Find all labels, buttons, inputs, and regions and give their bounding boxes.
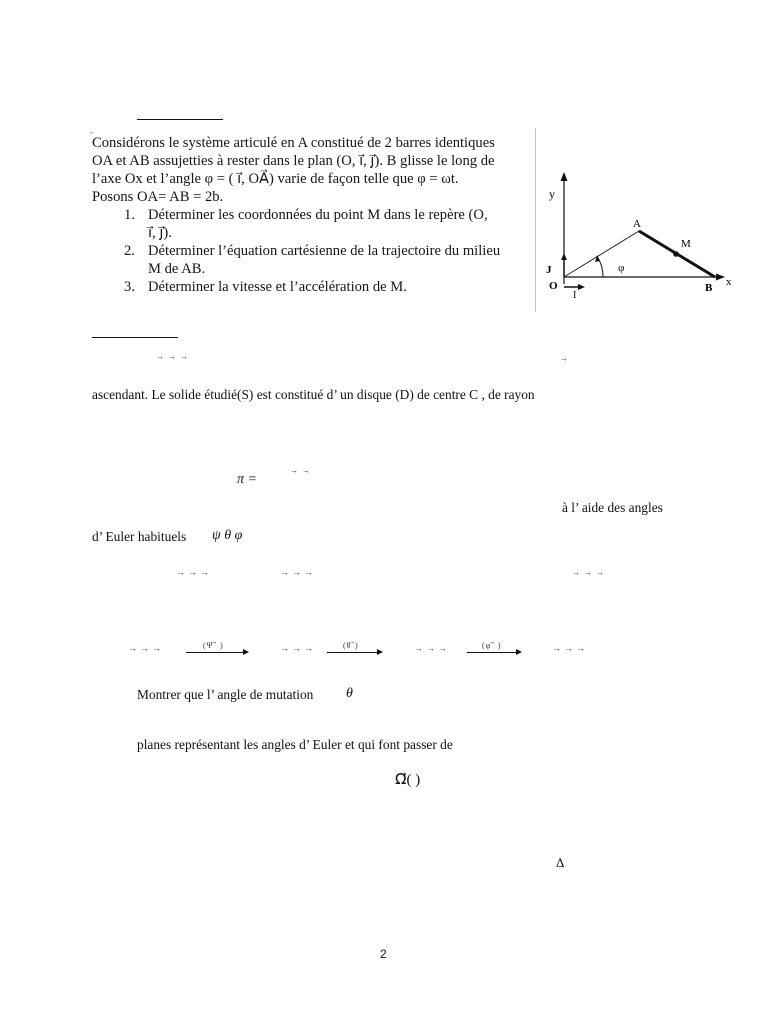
- montrer-text: Montrer que l’ angle de mutation: [137, 687, 314, 702]
- exercise-line-4: Posons OA= AB = 2b.: [92, 189, 224, 205]
- chain-label-phi: (φ ⃗ ): [482, 641, 502, 650]
- question-2-text: Déterminer l’équation cartésienne de la trajectoire du milieu: [148, 243, 501, 259]
- phi-angle-label: φ: [618, 262, 625, 274]
- question-3-number: 3.: [124, 279, 135, 295]
- chain-label-psi: (Ψ ⃗ ): [203, 641, 224, 650]
- vector-arrows-row3-2: → → →: [281, 568, 314, 577]
- exercise-line-1: Considérons le système articulé en A constitué de 2 barres identiques: [92, 135, 495, 151]
- chain-arrow-line-2: [327, 652, 381, 653]
- origin-label: O: [549, 280, 558, 292]
- chain-arrow-head-1: [243, 649, 249, 655]
- figure-diagram: [535, 128, 735, 312]
- euler-text: d’ Euler habituels: [92, 529, 187, 544]
- omega-expression: Ω⃗( ): [395, 772, 421, 788]
- question-1-text: Déterminer les coordonnées du point M dans le repère (O,: [148, 207, 488, 223]
- chain-arrows-4: → → →: [553, 644, 586, 653]
- question-2-number: 2.: [124, 243, 135, 259]
- chain-label-theta: (θ ⃗): [343, 641, 359, 650]
- vector-arrows-row1: → → →: [156, 352, 189, 361]
- planes-text: planes représentant les angles d’ Euler et qui font passer de: [137, 737, 453, 752]
- y-axis-label: y: [549, 187, 555, 201]
- page-number: 2: [380, 947, 387, 961]
- question-2-cont: M de AB.: [148, 261, 206, 277]
- pi-vector-arrows: → →: [290, 466, 311, 475]
- title-underline: [137, 119, 223, 120]
- question-1-cont: i⃗, j⃗).: [148, 225, 172, 241]
- exercise-block: [92, 128, 535, 312]
- section-underline: [92, 337, 178, 338]
- paragraph-ascendant: ascendant. Le solide étudié(S) est constitué d’ un disque (D) de centre C , de rayon: [92, 387, 535, 402]
- delta-symbol: Δ: [556, 855, 565, 870]
- unit-j-label: J: [546, 264, 552, 276]
- chain-arrow-line-1: [186, 652, 247, 653]
- chain-arrows-3: → → →: [415, 644, 448, 653]
- chain-arrow-head-3: [516, 649, 522, 655]
- exercise-line-3: l’axe Ox et l’angle φ = ( i⃗, OA⃗) varie de façon telle que φ = ωt.: [92, 171, 459, 187]
- theta-symbol: θ: [346, 686, 353, 701]
- euler-angles-symbols: ψ θ φ: [212, 528, 243, 543]
- aide-angles-text: à l’ aide des angles: [562, 500, 663, 515]
- pi-symbol: π =: [237, 472, 257, 487]
- chain-arrow-line-3: [467, 652, 520, 653]
- point-b-label: B: [705, 282, 713, 294]
- vector-arrows-row3-1: → → →: [177, 568, 210, 577]
- unit-i-label: I: [573, 290, 577, 301]
- question-3-text: Déterminer la vitesse et l’accélération de M.: [148, 279, 407, 295]
- point-a-label: A: [633, 218, 641, 230]
- question-1-number: 1.: [124, 207, 135, 223]
- exercise-line-2: OA et AB assujetties à rester dans le plan (O, i⃗, j⃗). B glisse le long de: [92, 153, 495, 169]
- x-axis-label: x: [726, 276, 732, 288]
- chain-arrows-1: → → →: [129, 644, 162, 653]
- bullet-marker: ⌐: [90, 128, 95, 137]
- point-m-label: M: [681, 238, 691, 250]
- vector-arrows-row3-3: → → →: [572, 568, 605, 577]
- articulated-system-figure: [535, 128, 735, 312]
- vector-arrow-row1-right: →: [560, 354, 569, 363]
- chain-arrows-2: → → →: [281, 644, 314, 653]
- pi-equation: [237, 470, 257, 488]
- chain-arrow-head-2: [377, 649, 383, 655]
